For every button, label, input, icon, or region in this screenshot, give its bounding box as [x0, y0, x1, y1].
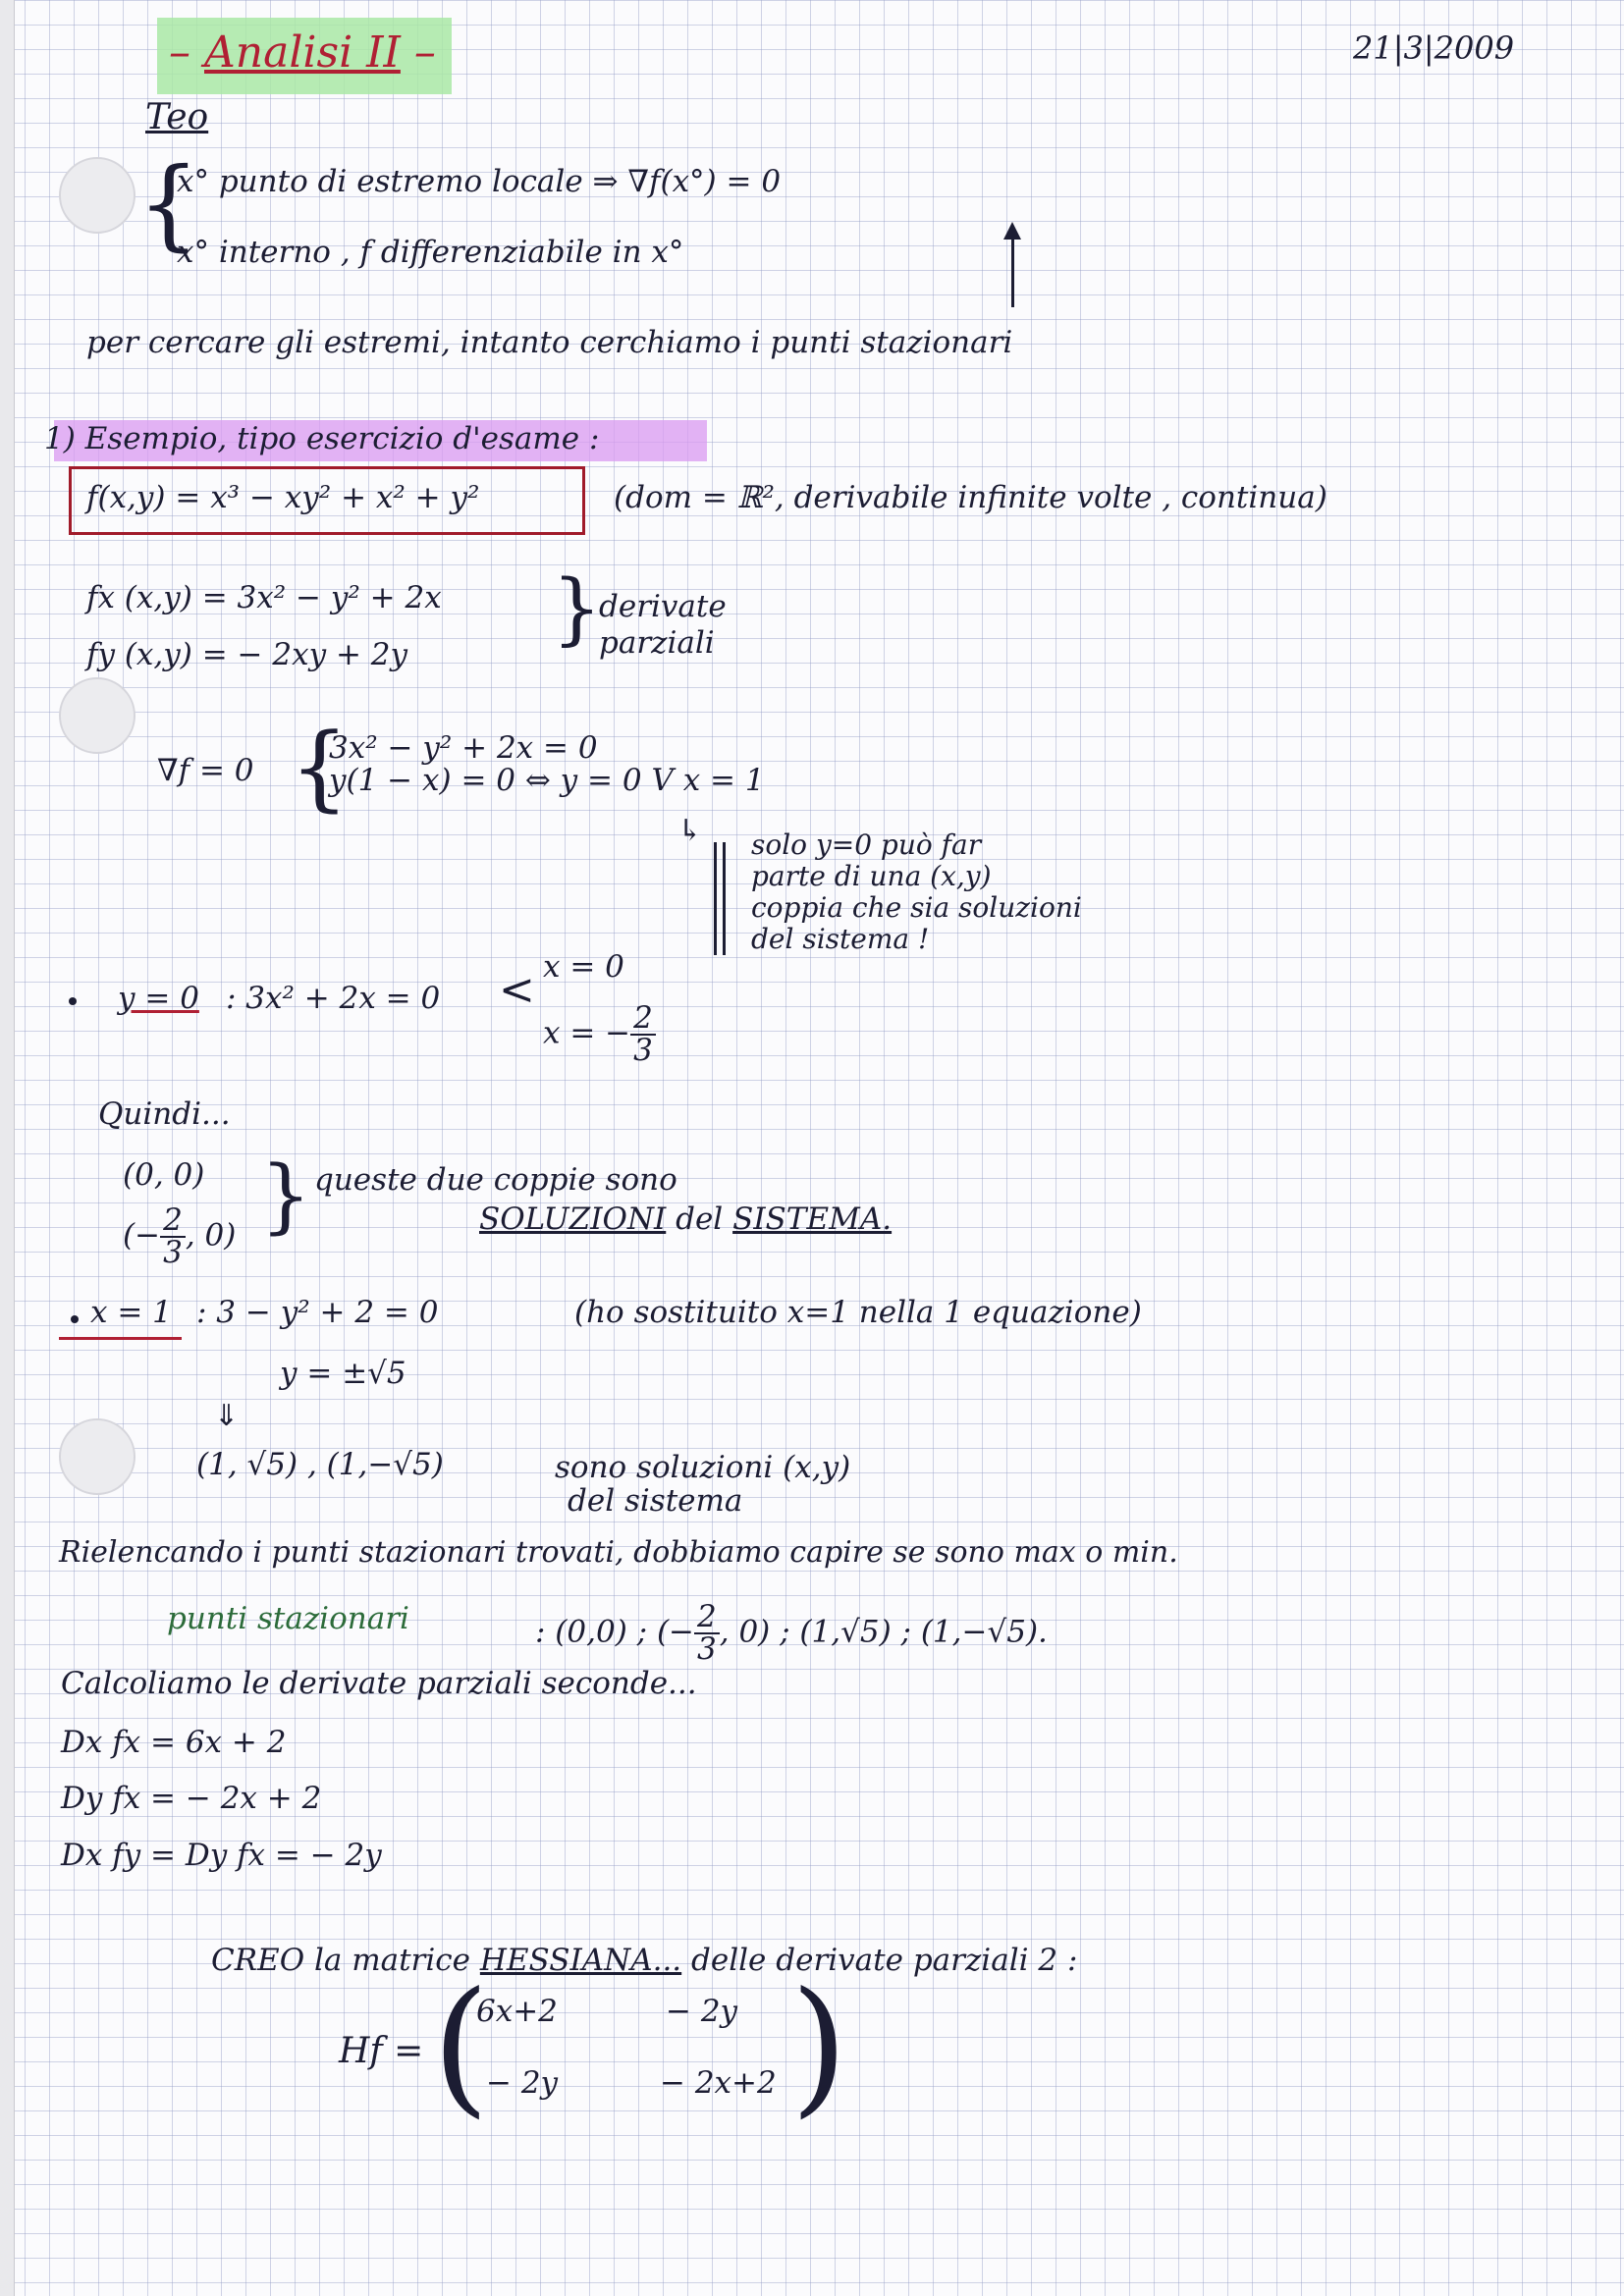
system-note-2: parte di una (x,y) [751, 860, 992, 892]
soluzioni-word: SOLUZIONI [479, 1201, 667, 1237]
bullet [69, 997, 77, 1005]
function-definition: f(x,y) = x³ − xy² + x² + y² [86, 480, 480, 515]
stationary-points-label: punti stazionari [167, 1601, 409, 1636]
hessian-a12: − 2y [666, 1994, 738, 2029]
dxfx: Dx fx = 6x + 2 [61, 1725, 287, 1760]
title-text: Analisi II [204, 27, 401, 78]
partials-brace: } [552, 562, 602, 654]
stationary-points-list [535, 1599, 1048, 1667]
gradient-eq: ∇f = 0 [157, 753, 254, 788]
sistema-word: SISTEMA. [732, 1201, 893, 1237]
system-note-1: solo y=0 può far [751, 828, 982, 861]
hessian-a21: − 2y [486, 2065, 559, 2101]
fraction-den: 3 [633, 1033, 653, 1068]
example-heading: 1) Esempio, tipo esercizio d'esame : [44, 421, 600, 456]
theorem-line-2: x° interno , f differenziabile in x° [177, 235, 684, 270]
double-bar [723, 842, 726, 955]
pair-2-suffix: , 0) [185, 1217, 237, 1254]
points-part-b: , 0) ; (1,√5) ; (1,−√5). [719, 1614, 1048, 1650]
case-x1-solutions-note-2: del sistema [568, 1483, 743, 1519]
case-x1-y: y = ±√5 [280, 1356, 406, 1391]
case-x1-condition: x = 1 [90, 1295, 172, 1330]
hessian-label: Hf = [339, 2031, 424, 2071]
binder-hole [59, 157, 135, 234]
pair-2-prefix: (− [123, 1217, 161, 1254]
hessian-a11: 6x+2 [476, 1994, 558, 2029]
case-y0-root-1: x = 0 [543, 949, 624, 985]
dxfy: Dx fy = Dy fx = − 2y [61, 1838, 382, 1873]
branch-icon: < [499, 965, 535, 1015]
double-bar [714, 842, 717, 955]
second-derivatives-title: Calcoliamo le derivate parziali seconde... [61, 1666, 697, 1701]
theorem-line-1: x° punto di estremo locale ⇒ ∇f(x°) = 0 [177, 164, 782, 199]
binder-hole [59, 677, 135, 754]
corner-arrow-icon: ↳ [677, 814, 703, 848]
system-note-3: coppia che sia soluzioni [751, 891, 1082, 924]
red-underline [59, 1337, 182, 1340]
system-note-4: del sistema ! [751, 923, 930, 955]
fraction-num: 2 [630, 1003, 656, 1036]
hessian-intro [211, 1944, 1077, 1977]
pairs-conclusion-1: queste due coppie sono [314, 1162, 677, 1198]
page-edge [0, 0, 15, 2296]
hessian-intro-rest: delle derivate parziali 2 : [691, 1943, 1078, 1978]
dyfx: Dy fx = − 2x + 2 [61, 1781, 322, 1816]
root-2-prefix: x = − [543, 1015, 631, 1051]
pairs-brace: } [260, 1149, 312, 1243]
page-title: – Analisi II – [169, 27, 436, 78]
partial-fy: fy (x,y) = − 2xy + 2y [86, 637, 408, 672]
matrix-left-paren: ( [432, 1961, 490, 2132]
fraction [160, 1202, 186, 1270]
case-x1-equation: : 3 − y² + 2 = 0 [196, 1295, 439, 1330]
fraction [630, 1000, 656, 1068]
fraction-den: 3 [697, 1631, 717, 1667]
system-brace: { [290, 714, 350, 822]
partials-label: derivate parziali [599, 589, 727, 662]
del-word: del [676, 1201, 724, 1237]
creo-word: CREO [211, 1943, 305, 1978]
case-x1-solutions-note-1: sono soluzioni (x,y) [555, 1450, 851, 1485]
page-date: 21|3|2009 [1353, 29, 1515, 67]
domain-note: (dom = ℝ², derivabile infinite volte , continua) [614, 480, 1327, 515]
matrice-words: la matrice [313, 1943, 470, 1978]
pair-2 [123, 1202, 237, 1270]
pair-1: (0, 0) [123, 1157, 205, 1193]
system-eq-1: 3x² − y² + 2x = 0 [329, 730, 598, 766]
system-eq-2: y(1 − x) = 0 ⇔ y = 0 V x = 1 [329, 763, 765, 798]
points-part-a: : (0,0) ; (− [535, 1614, 695, 1650]
matrix-right-paren: ) [790, 1961, 848, 2132]
hessiana-word: HESSIANA... [479, 1943, 682, 1978]
fraction-num: 2 [160, 1205, 186, 1238]
fraction-num: 2 [694, 1602, 720, 1634]
fraction-den: 3 [163, 1235, 183, 1270]
case-x1-note: (ho sostituito x=1 nella 1 equazione) [574, 1295, 1142, 1330]
case-x1-solutions: (1, √5) , (1,−√5) [196, 1447, 444, 1482]
summary-line: Rielencando i punti stazionari trovati, dobbiamo capire se sono max o min. [59, 1535, 1178, 1570]
fraction [694, 1599, 720, 1667]
quindi-label: Quindi... [98, 1096, 231, 1132]
case-y0-equation: : 3x² + 2x = 0 [226, 981, 441, 1016]
down-arrow-icon: ⇓ [214, 1399, 240, 1433]
theorem-brace: { [137, 146, 200, 261]
bullet [71, 1315, 79, 1323]
theorem-label: Teo [145, 97, 209, 137]
binder-hole [59, 1418, 135, 1495]
case-y0-condition: y = 0 [118, 981, 199, 1016]
partial-fx: fx (x,y) = 3x² − y² + 2x [86, 580, 442, 615]
arrow-shaft [1011, 234, 1014, 307]
case-y0-root-2 [543, 1000, 656, 1068]
arrow-up-icon [1003, 222, 1021, 240]
pairs-conclusion-2 [479, 1202, 892, 1236]
theorem-note: per cercare gli estremi, intanto cerchiamo i punti stazionari [86, 325, 1013, 360]
hessian-a22: − 2x+2 [660, 2065, 777, 2101]
